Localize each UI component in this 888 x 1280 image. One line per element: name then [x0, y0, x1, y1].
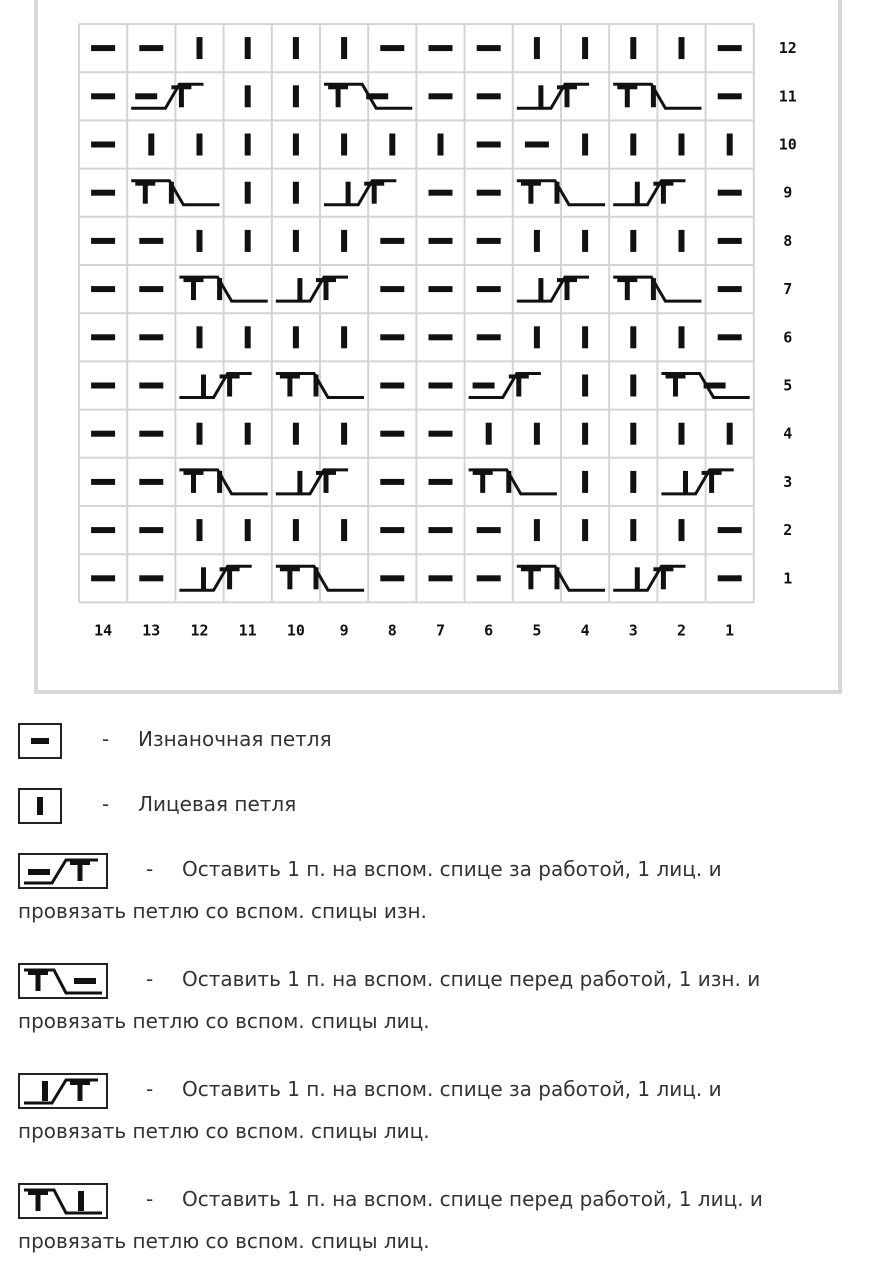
stitch-knit [582, 134, 588, 156]
legend-dash: - [146, 1187, 154, 1211]
stitch-purl [139, 334, 163, 340]
stitch-knit [630, 37, 636, 59]
row-label: 3 [783, 472, 793, 491]
stitch-knit [679, 326, 685, 348]
stitch-purl [525, 142, 549, 148]
stitch-purl [139, 575, 163, 581]
stitch-knit [582, 230, 588, 252]
legend-text-continued: провязать петлю со вспом. спицы изн. [18, 899, 427, 923]
stitch-knit [486, 423, 492, 445]
row-label: 10 [778, 135, 797, 154]
stitch-knit [630, 423, 636, 445]
stitch-knit [630, 326, 636, 348]
stitch-purl [91, 45, 115, 51]
legend-text: Лицевая петля [138, 792, 297, 816]
legend-dash: - [146, 967, 154, 991]
stitch-purl [718, 45, 742, 51]
stitch-purl [429, 575, 453, 581]
column-label: 2 [676, 621, 687, 640]
stitch-knit [679, 423, 685, 445]
legend-text: Изнаночная петля [138, 727, 332, 751]
stitch-knit [630, 519, 636, 541]
stitch-purl [718, 190, 742, 196]
stitch-purl [429, 238, 453, 244]
stitch-knit [630, 230, 636, 252]
column-label: 11 [238, 621, 257, 640]
stitch-purl [477, 142, 501, 148]
stitch-purl [139, 286, 163, 292]
stitch-knit [679, 519, 685, 541]
legend-dash: - [146, 857, 154, 881]
stitch-purl [380, 431, 404, 437]
column-label: 4 [580, 621, 590, 640]
stitch-purl [91, 286, 115, 292]
stitch-knit [534, 423, 540, 445]
stitch-purl [429, 190, 453, 196]
stitch-purl [718, 93, 742, 99]
stitch-purl [91, 575, 115, 581]
stitch-knit [630, 134, 636, 156]
stitch-purl [477, 575, 501, 581]
stitch-purl [380, 479, 404, 485]
row-label: 2 [783, 521, 793, 540]
legend-text-continued: провязать петлю со вспом. спицы лиц. [18, 1119, 430, 1143]
stitch-purl [429, 479, 453, 485]
legend-dash: - [146, 1077, 154, 1101]
stitch-purl [380, 383, 404, 389]
stitch-knit [727, 423, 733, 445]
row-label: 8 [783, 231, 793, 250]
stitch-knit [679, 37, 685, 59]
stitch-knit [679, 134, 685, 156]
column-label: 14 [94, 621, 113, 640]
stitch-purl [477, 286, 501, 292]
stitch-knit [341, 326, 347, 348]
stitch-knit [245, 182, 251, 204]
stitch-purl [477, 238, 501, 244]
stitch-knit [582, 471, 588, 493]
column-label: 10 [286, 621, 305, 640]
stitch-purl [477, 45, 501, 51]
stitch-purl [139, 238, 163, 244]
stitch-purl [380, 575, 404, 581]
stitch-knit [245, 326, 251, 348]
stitch-purl [429, 383, 453, 389]
stitch-purl [429, 527, 453, 533]
stitch-knit [582, 519, 588, 541]
row-label: 11 [778, 87, 797, 106]
legend-symbol-k [18, 788, 62, 824]
legend-text: Оставить 1 п. на вспом. спице за работой, 1 лиц. и [182, 1077, 722, 1101]
legend-symbol-cr-pk [18, 853, 108, 889]
stitch-knit [630, 471, 636, 493]
stitch-purl [91, 527, 115, 533]
stitch-knit [197, 326, 203, 348]
stitch-knit [293, 326, 299, 348]
stitch-purl [718, 527, 742, 533]
stitch-knit [293, 423, 299, 445]
stitch-knit [293, 230, 299, 252]
stitch-knit [389, 134, 395, 156]
stitch-purl [91, 142, 115, 148]
stitch-purl [718, 286, 742, 292]
stitch-purl [718, 238, 742, 244]
stitch-knit [679, 230, 685, 252]
stitch-knit [341, 519, 347, 541]
stitch-knit [630, 375, 636, 397]
stitch-knit [341, 134, 347, 156]
row-label: 4 [783, 424, 793, 443]
stitch-knit [293, 85, 299, 107]
stitch-purl [91, 479, 115, 485]
column-label: 12 [190, 621, 209, 640]
legend-symbol-p [18, 723, 62, 759]
stitch-knit [245, 230, 251, 252]
stitch-knit [245, 519, 251, 541]
column-label: 3 [628, 621, 638, 640]
stitch-knit [197, 230, 203, 252]
stitch-purl [429, 93, 453, 99]
stitch-knit [582, 37, 588, 59]
column-label: 7 [435, 621, 446, 640]
stitch-knit [582, 326, 588, 348]
legend-dash: - [102, 727, 110, 751]
stitch-purl [91, 334, 115, 340]
stitch-purl [477, 527, 501, 533]
column-label: 9 [339, 621, 349, 640]
row-label: 6 [783, 328, 793, 347]
stitch-purl [139, 45, 163, 51]
row-label: 9 [783, 183, 793, 202]
stitch-purl [139, 431, 163, 437]
stitch-knit [197, 134, 203, 156]
stitch-purl [91, 190, 115, 196]
legend-text: Оставить 1 п. на вспом. спице перед работой, 1 лиц. и [182, 1187, 763, 1211]
stitch-purl [91, 383, 115, 389]
row-label: 5 [783, 376, 793, 395]
stitch-knit [148, 134, 154, 156]
stitch-knit [534, 519, 540, 541]
stitch-knit [582, 423, 588, 445]
row-label: 12 [778, 39, 797, 58]
stitch-knit [293, 182, 299, 204]
stitch-purl [91, 93, 115, 99]
legend-text-continued: провязать петлю со вспом. спицы лиц. [18, 1009, 430, 1033]
legend-dash: - [102, 792, 110, 816]
column-label: 1 [725, 621, 735, 640]
stitch-purl [139, 383, 163, 389]
stitch-purl [718, 334, 742, 340]
legend-text-continued: провязать петлю со вспом. спицы лиц. [18, 1229, 430, 1253]
column-label: 6 [484, 621, 494, 640]
stitch-purl [380, 334, 404, 340]
stitch-purl [91, 431, 115, 437]
row-label: 7 [783, 280, 793, 299]
stitch-purl [380, 527, 404, 533]
stitch-knit [293, 519, 299, 541]
legend-text: Оставить 1 п. на вспом. спице перед работой, 1 изн. и [182, 967, 761, 991]
stitch-knit [341, 37, 347, 59]
stitch-purl [429, 431, 453, 437]
stitch-knit [534, 37, 540, 59]
stitch-knit [245, 134, 251, 156]
column-label: 13 [142, 621, 161, 640]
stitch-knit [245, 85, 251, 107]
stitch-knit [727, 134, 733, 156]
stitch-purl [477, 190, 501, 196]
column-label: 5 [532, 621, 542, 640]
stitch-purl [139, 479, 163, 485]
legend-symbol-cr-kp [18, 963, 108, 999]
legend-text: Оставить 1 п. на вспом. спице за работой, 1 лиц. и [182, 857, 722, 881]
stitch-knit [582, 375, 588, 397]
stitch-knit [197, 423, 203, 445]
stitch-knit [438, 134, 444, 156]
stitch-purl [380, 286, 404, 292]
stitch-purl [91, 238, 115, 244]
stitch-knit [534, 326, 540, 348]
stitch-purl [477, 334, 501, 340]
stitch-knit [341, 230, 347, 252]
stitch-purl [380, 238, 404, 244]
stitch-purl [429, 45, 453, 51]
stitch-knit [245, 37, 251, 59]
stitch-purl [718, 575, 742, 581]
stitch-purl [477, 93, 501, 99]
stitch-knit [341, 423, 347, 445]
row-label: 1 [783, 569, 793, 588]
column-label: 8 [387, 621, 397, 640]
stitch-purl [139, 527, 163, 533]
stitch-knit [293, 37, 299, 59]
stitch-knit [534, 230, 540, 252]
stitch-purl [380, 45, 404, 51]
stitch-purl [429, 286, 453, 292]
stitch-purl [429, 334, 453, 340]
stitch-knit [197, 37, 203, 59]
legend-symbol-cr-kk-r [18, 1073, 108, 1109]
stitch-knit [197, 519, 203, 541]
stitch-knit [245, 423, 251, 445]
stitch-knit [293, 134, 299, 156]
legend-symbol-cr-kk-l [18, 1183, 108, 1219]
